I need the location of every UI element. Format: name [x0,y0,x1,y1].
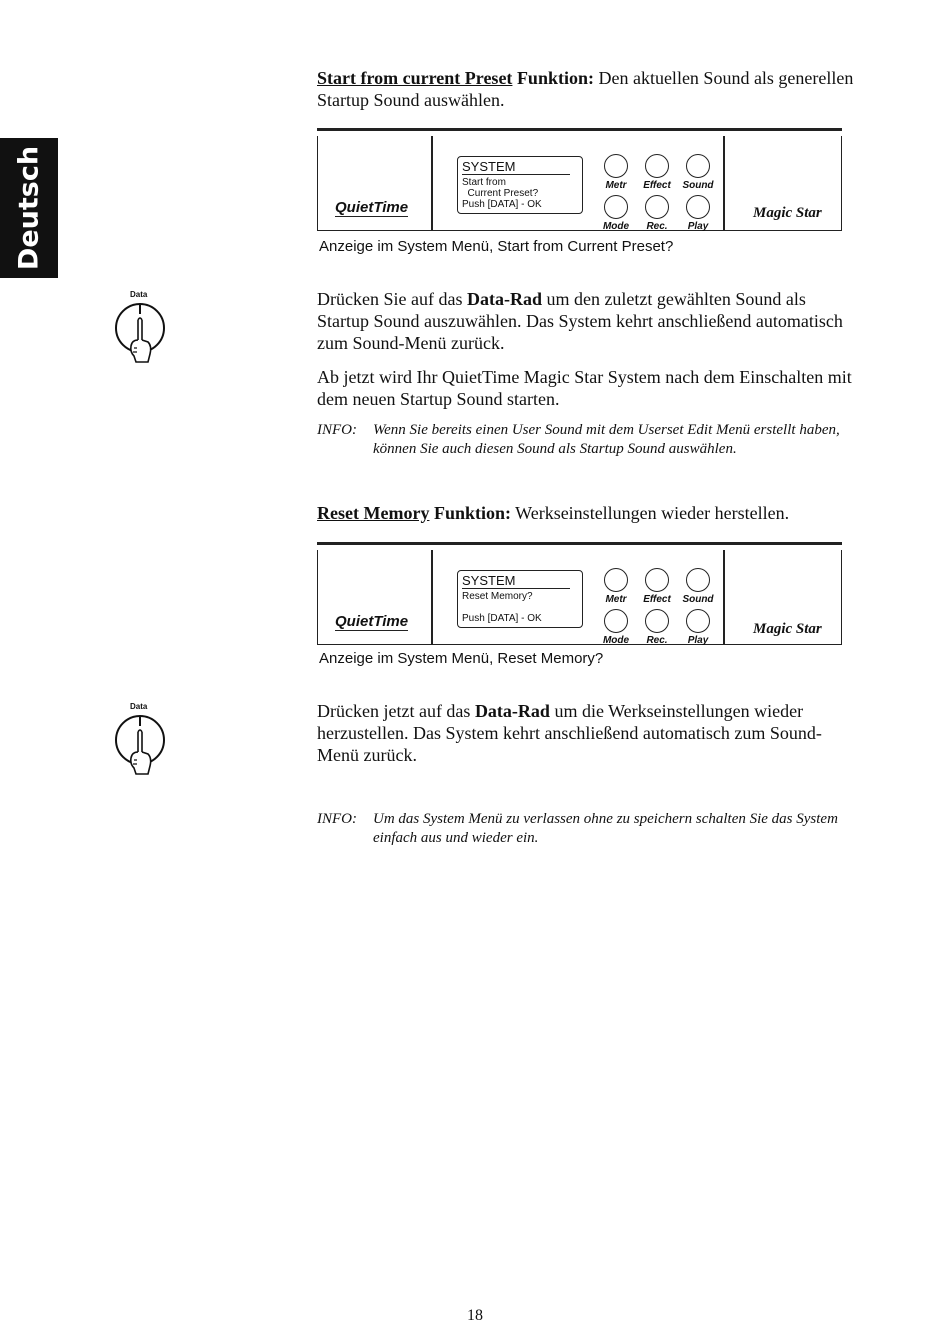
knob-label: Data [130,702,148,711]
lcd-display [457,156,583,214]
data-rad-term: Data-Rad [474,701,550,721]
section1-heading-bold: Funktion: [516,68,594,88]
info-label: INFO: [317,811,357,827]
section2-heading-bold: Funktion: [433,503,511,523]
info-text: Um das System Menü zu verlassen ohne zu speichern schalten Sie das System einfach aus und wieder ein. [373,811,838,846]
model-name: Magic Star [753,621,822,637]
mode-label: Mode [602,221,630,232]
data-rad-term: Data-Rad [466,289,542,309]
section2-paragraph-1: Drücken jetzt auf das Data-Rad um die Werkseinstellungen wieder herzustellen. Das System kehrt anschließend automatisch zum Sound-Menü zurück. [317,701,822,765]
rec-button[interactable] [645,609,669,633]
effect-label: Effect [643,180,671,191]
effect-button[interactable] [645,154,669,178]
lcd-title: SYSTEM [462,573,570,589]
brand-logo: QuietTime [335,199,409,216]
lcd-line: Current Preset? [462,188,539,199]
effect-button[interactable] [645,568,669,592]
metr-label: Metr [605,180,627,191]
metr-label: Metr [605,594,627,605]
info-text: Wenn Sie bereits einen User Sound mit dem Userset Edit Menü erstellt haben, können Sie auch diesen Sound als Startup Sound auswählen. [373,422,840,457]
lcd-title: SYSTEM [462,159,570,175]
section1-paragraph-2: Ab jetzt wird Ihr QuietTime Magic Star System nach dem Einschalten mit dem neuen Startup Sound starten. [317,367,852,409]
device-panel-1 [317,128,842,231]
data-knob-hand-icon [108,290,172,380]
metr-button[interactable] [604,154,628,178]
metr-button[interactable] [604,568,628,592]
play-label: Play [687,635,709,646]
sound-label: Sound [682,594,714,605]
section1-heading [317,67,857,111]
lcd-line: Reset Memory? [462,591,533,602]
mode-button[interactable] [604,609,628,633]
rec-label: Rec. [646,635,668,646]
play-button[interactable] [686,609,710,633]
knob-label: Data [130,290,148,299]
effect-label: Effect [643,594,671,605]
lcd-line: Push [DATA] - OK [462,613,542,624]
device-panel-2 [317,542,842,645]
sound-button[interactable] [686,568,710,592]
lcd-display [457,570,583,628]
language-tab [0,138,58,278]
mode-label: Mode [602,635,630,646]
lcd-line: Push [DATA] - OK [462,199,542,210]
sound-button[interactable] [686,154,710,178]
section1-heading-rest: Den aktuellen Sound als generellen Startup Sound auswählen. [317,68,854,110]
data-knob-hand-icon [108,702,172,792]
mode-button[interactable] [604,195,628,219]
play-button[interactable] [686,195,710,219]
page-number: 18 [467,1307,483,1324]
model-name: Magic Star [753,205,822,221]
rec-button[interactable] [645,195,669,219]
brand-logo: QuietTime [335,613,409,630]
sound-label: Sound [682,180,714,191]
section2-heading [317,502,857,524]
section2-heading-rest: Werkseinstellungen wieder herstellen. [510,503,790,523]
section1-paragraph-1: Drücken Sie auf das Data-Rad um den zuletzt gewählten Sound als Startup Sound auszuwählen. Das System kehrt anschließend automatisch zum Sound-Menü zurück. [317,289,843,353]
panel-caption-2: Anzeige im System Menü, Reset Memory? [319,650,604,667]
section1-heading-name: Start from current Preset [317,68,513,88]
rec-label: Rec. [646,221,668,232]
language-tab-label: Deutsch [13,145,45,271]
play-label: Play [687,221,709,232]
lcd-line: Start from [462,177,506,188]
panel-caption-1: Anzeige im System Menü, Start from Current Preset? [319,238,674,255]
info-label: INFO: [317,422,357,438]
section2-heading-name: Reset Memory [317,503,430,523]
